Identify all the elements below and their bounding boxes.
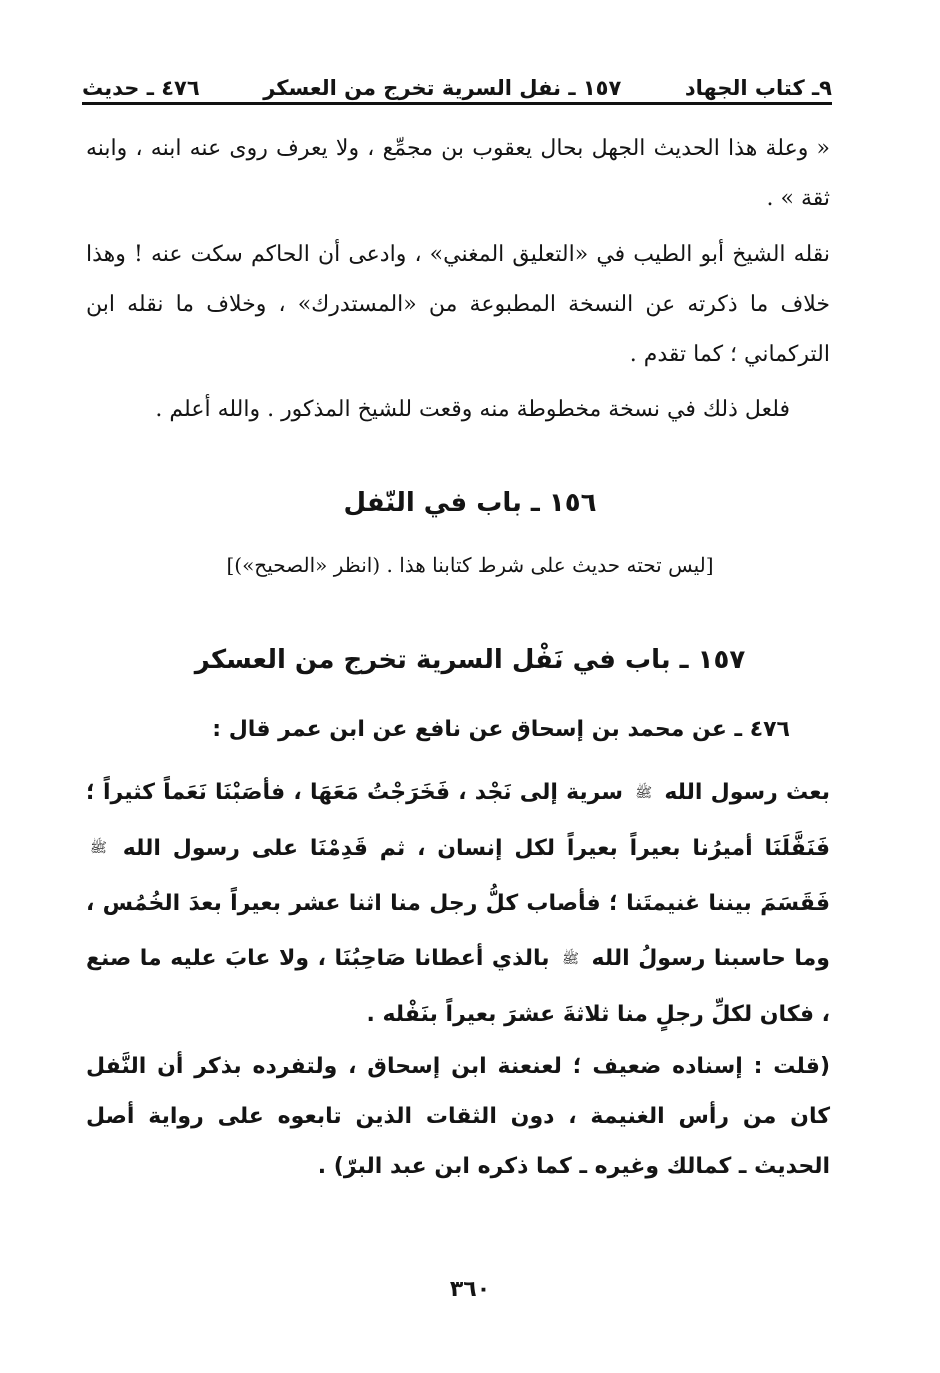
intro-paragraph-2: نقله الشيخ أبو الطيب في «التعليق المغني» ، وادعى أن الحاكم سكت عنه ! وهذا خلاف ما ذكرته عن النسخة المطبوعة من «المستدرك» ، وخلاف ما نقله ابن التركماني ؛ كما تقدم . bbox=[86, 242, 830, 367]
matn-part-4: بالذي أعطانا صَاحِبُنَا ، ولا عابَ عليه ما صنع ، فكان لكلِّ رجلٍ منا ثلاثةَ عشرَ بعيراً بنَفْله . bbox=[86, 946, 830, 1027]
header-rule bbox=[82, 102, 832, 105]
section-157-title: ١٥٧ ـ باب في نَفْل السرية تخرج من العسكر bbox=[194, 645, 746, 675]
section-156-note: [ليس تحته حديث على شرط كتابنا هذا . (انظر «الصحيح»)] bbox=[226, 553, 714, 577]
page-number: ٣٦٠ bbox=[449, 1277, 491, 1302]
salawat-seal-icon: ﷺ bbox=[562, 950, 580, 967]
header-hadith: ٤٧٦ ـ حديث bbox=[82, 76, 200, 100]
header-section: ١٥٧ ـ نفل السرية تخرج من العسكر bbox=[263, 76, 622, 100]
section-156-title: ١٥٦ ـ باب في النّفل bbox=[343, 488, 597, 518]
matn-part-3: فَقَسَمَ بيننا غنيمتَنا ؛ فأصاب كلُّ رجل منا اثنا عشر بعيراً بعدَ الخُمُس ، وما حاسبنا رسولُ الله bbox=[86, 891, 830, 971]
matn-part-2: سرية إلى نَجْد ، فَخَرَجْتُ مَعَهَا ، فأصَبْنَا نَعَماً كثيراً ؛ فَنَفَّلَنَا أميرُنا بعيراً بعيراً لكل إنسان ، ثم قَدِمْنَا على رسول الله bbox=[86, 780, 830, 861]
intro-paragraph-1: « وعلة هذا الحديث الجهل بحال يعقوب بن مجمِّع ، ولا يعرف روى عنه ابنه ، وابنه ثقة » . bbox=[86, 136, 830, 211]
matn-part-1: بعث رسول الله bbox=[664, 780, 830, 805]
hadith-isnad: ٤٧٦ ـ عن محمد بن إسحاق عن نافع عن ابن عمر قال : bbox=[212, 717, 790, 742]
intro-paragraph-3: فلعل ذلك في نسخة مخطوطة منه وقعت للشيخ المذكور . والله أعلم . bbox=[155, 397, 790, 422]
running-header bbox=[82, 64, 832, 100]
hadith-matn bbox=[86, 765, 830, 1042]
salawat-seal-icon: ﷺ bbox=[90, 840, 107, 856]
editor-comment: (قلت : إسناده ضعيف ؛ لعنعنة ابن إسحاق ، ولتفرده بذكر أن النَّفل كان من رأس الغنيمة ، دون الثقات الذين تابعوه على رواية أصل الحديث ـ كمالك وغيره ـ كما ذكره ابن عبد البرّ) . bbox=[86, 1054, 830, 1179]
header-chapter: ٩ـ كتاب الجهاد bbox=[684, 76, 832, 100]
salawat-seal-icon: ﷺ bbox=[635, 784, 653, 801]
